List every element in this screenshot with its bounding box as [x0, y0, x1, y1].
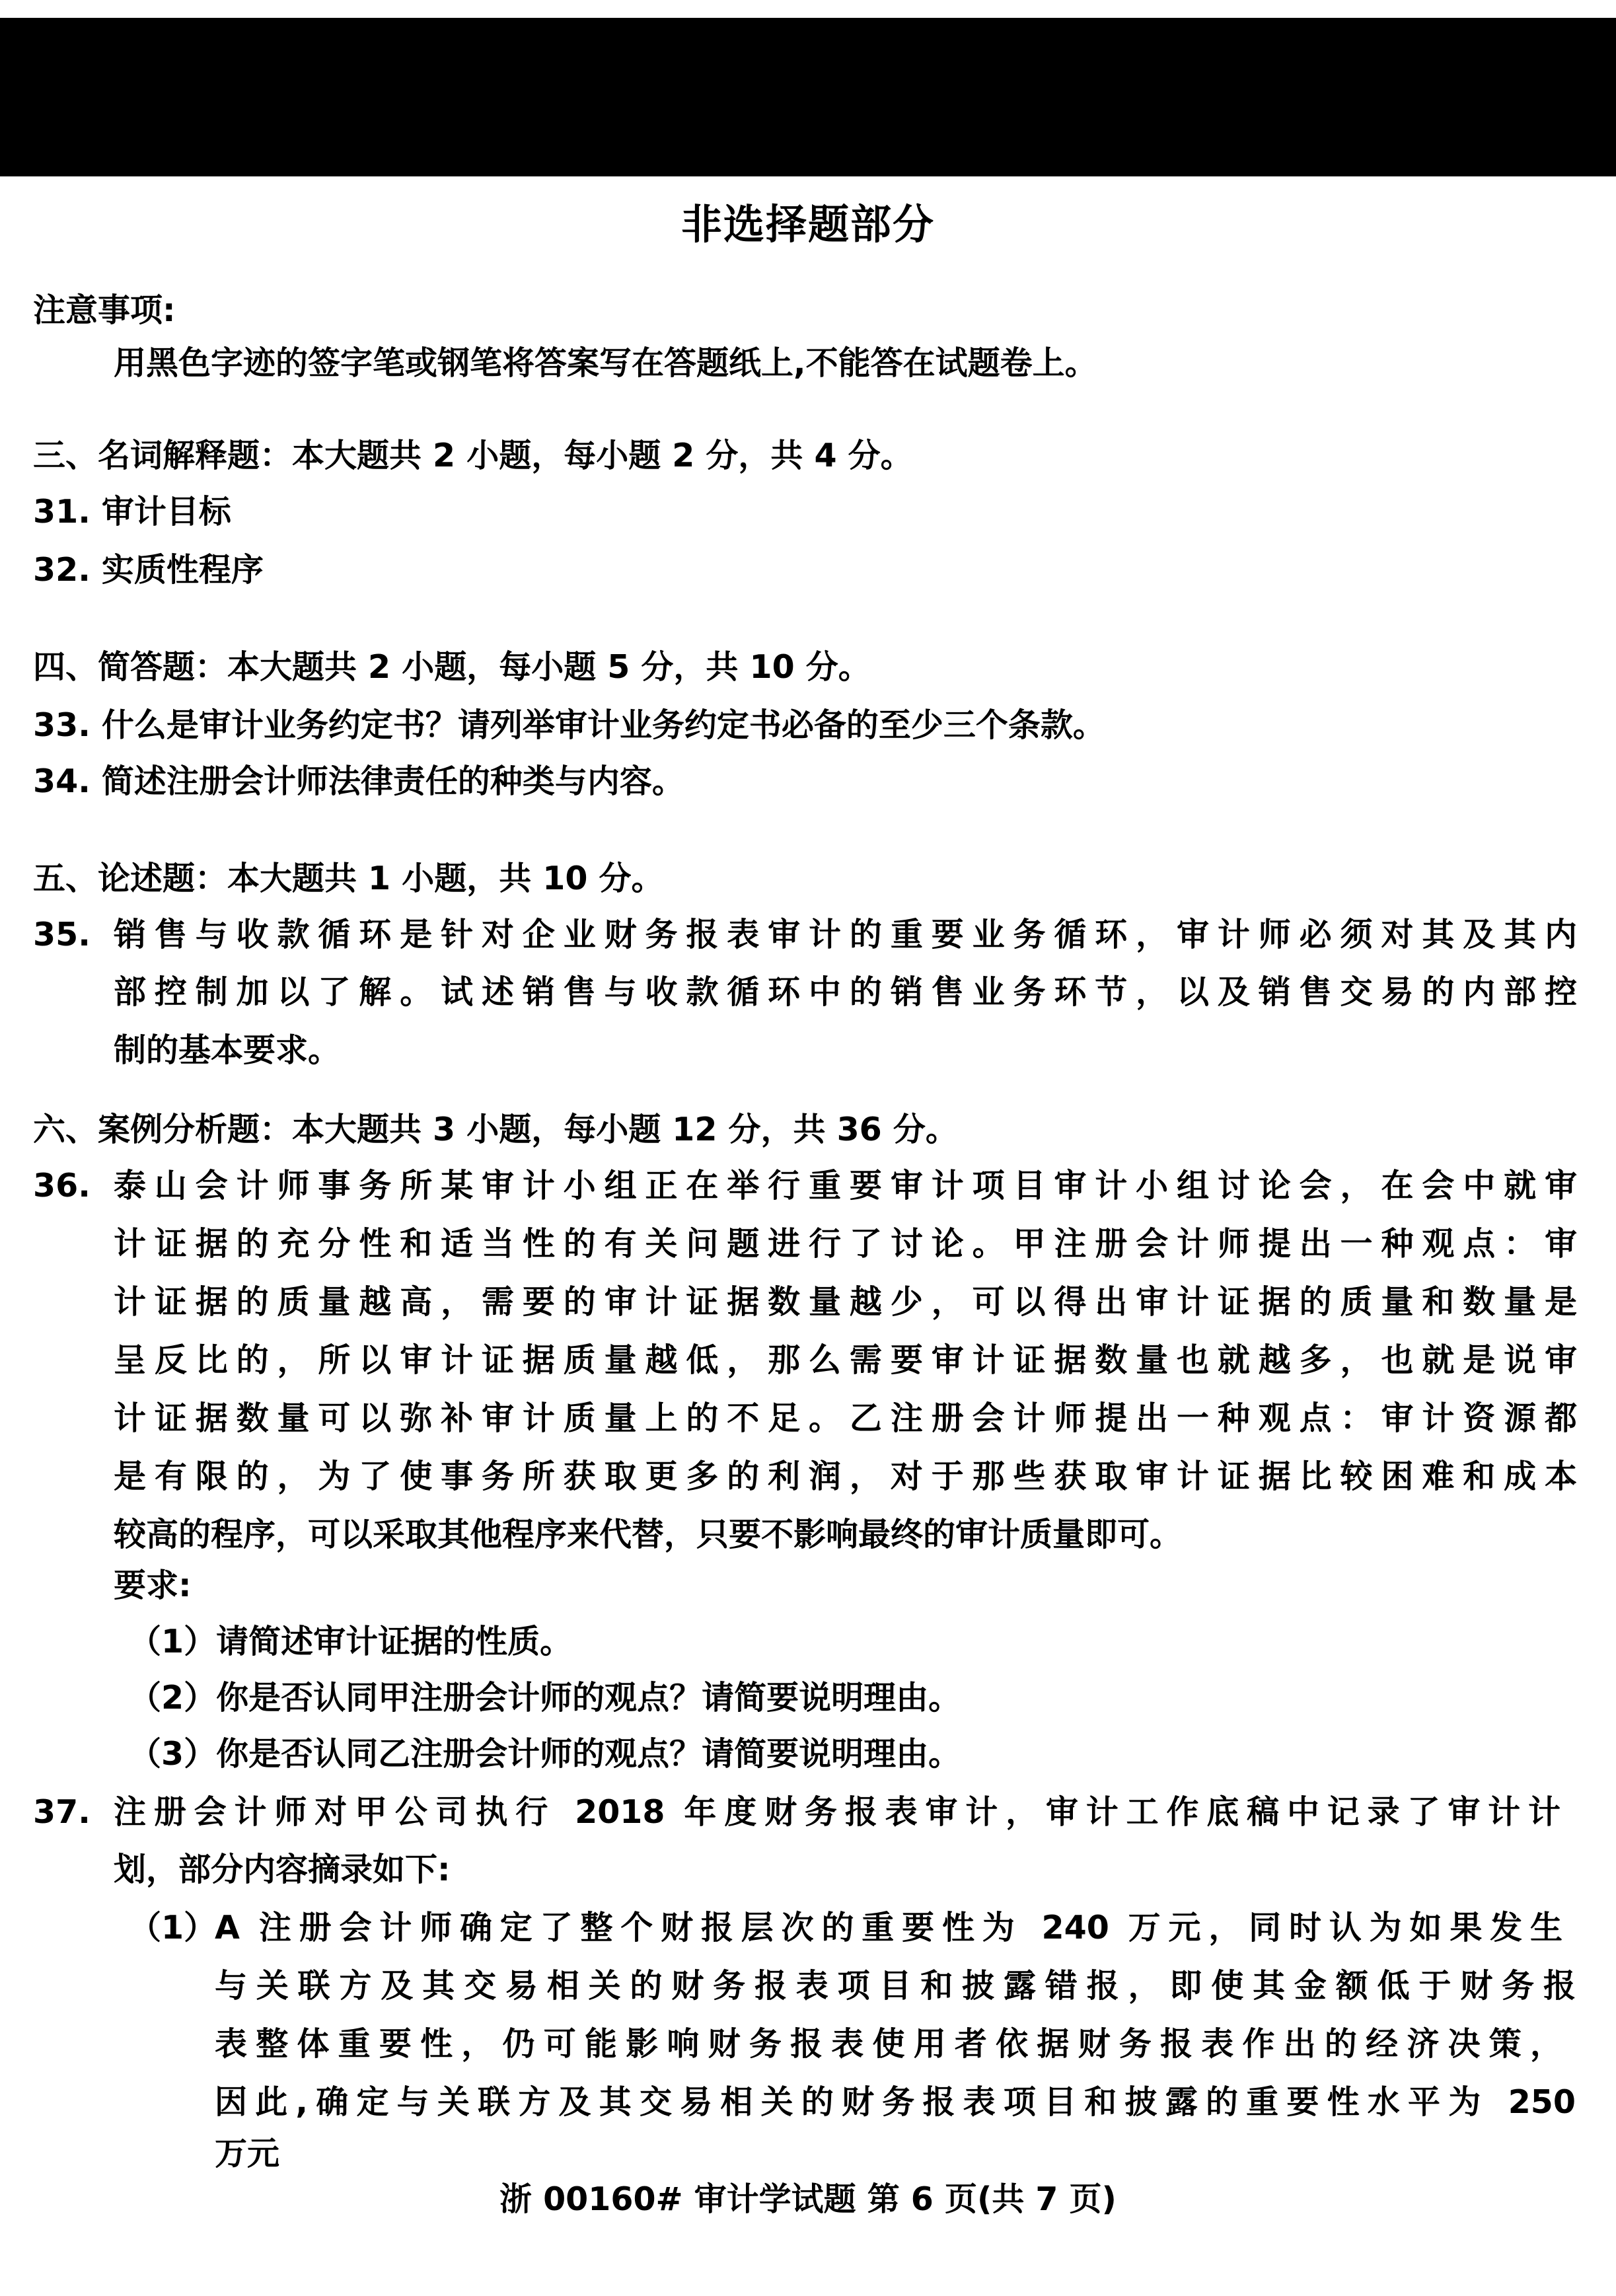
- question-35-line: 制的基本要求。: [114, 1031, 341, 1069]
- notice-heading: 注意事项:: [33, 291, 176, 329]
- sub-item-line: 因此,确定与关联方及其交易相关的财务报表项目和披露的重要性水平为 250: [215, 2083, 1576, 2121]
- question-35-number: 35.: [33, 916, 91, 953]
- question-number: 31.: [33, 493, 91, 531]
- section-heading-6: 六、案例分析题：本大题共 3 小题，每小题 12 分，共 36 分。: [33, 1111, 958, 1148]
- question-36-line: 计证据的质量越高，需要的审计证据数量越少，可以得出审计证据的质量和数量是: [114, 1283, 1577, 1321]
- requirement-item: （1）请简述审计证据的性质。: [129, 1623, 573, 1660]
- question-34: [33, 762, 684, 801]
- question-37-line: 注册会计师对甲公司执行 2018 年度财务报表审计，审计工作底稿中记录了审计计: [114, 1793, 1561, 1831]
- section-heading-5: 五、论述题：本大题共 1 小题，共 10 分。: [33, 860, 664, 897]
- question-number: 32.: [33, 551, 91, 589]
- question-number: 33.: [33, 706, 91, 744]
- sub-item-line: 表整体重要性，仍可能影响财务报表使用者依据财务报表作出的经济决策，: [215, 2025, 1562, 2063]
- requirement-item: （3）你是否认同乙注册会计师的观点？请简要说明理由。: [129, 1735, 961, 1773]
- question-36-line: 是有限的，为了使事务所获取更多的利润，对于那些获取审计证据比较困难和成本: [114, 1458, 1577, 1495]
- question-33: [33, 706, 1105, 745]
- question-31: [33, 492, 231, 532]
- sub-item-label: （1）: [129, 1909, 217, 1946]
- question-text: 实质性程序: [101, 551, 264, 589]
- requirements-label: 要求:: [114, 1567, 192, 1604]
- question-36-line: 计证据的充分性和适当性的有关问题进行了讨论。甲注册会计师提出一种观点：审: [114, 1225, 1577, 1263]
- section-heading-4: 四、简答题：本大题共 2 小题，每小题 5 分，共 10 分。: [33, 648, 871, 686]
- sub-item-line: 与关联方及其交易相关的财务报表项目和披露错报，即使其金额低于财务报: [215, 1967, 1576, 2005]
- question-36-line: 泰山会计师事务所某审计小组正在举行重要审计项目审计小组讨论会，在会中就审: [114, 1167, 1577, 1204]
- page-title: 非选择题部分: [680, 200, 935, 248]
- question-number: 34.: [33, 762, 91, 800]
- requirement-item: （2）你是否认同甲注册会计师的观点？请简要说明理由。: [129, 1679, 961, 1717]
- question-35-line: 销售与收款循环是针对企业财务报表审计的重要业务循环，审计师必须对其及其内: [114, 916, 1577, 953]
- question-32: [33, 550, 264, 590]
- question-text: 简述注册会计师法律责任的种类与内容。: [101, 762, 684, 800]
- page-footer: 浙 00160# 审计学试题 第 6 页(共 7 页): [499, 2180, 1117, 2218]
- question-36-number: 36.: [33, 1167, 91, 1204]
- section-heading-3: 三、名词解释题：本大题共 2 小题，每小题 2 分，共 4 分。: [33, 437, 913, 474]
- question-36-line: 呈反比的，所以审计证据质量越低，那么需要审计证据数量也就越多，也就是说审: [114, 1341, 1577, 1379]
- redacted-header-bar: [0, 18, 1616, 176]
- question-35-line: 部控制加以了解。试述销售与收款循环中的销售业务环节，以及销售交易的内部控: [114, 973, 1577, 1011]
- question-37-number: 37.: [33, 1793, 91, 1831]
- question-text: 什么是审计业务约定书？请列举审计业务约定书必备的至少三个条款。: [101, 706, 1105, 744]
- question-37-line: 划，部分内容摘录如下:: [114, 1851, 451, 1888]
- sub-item-line: A 注册会计师确定了整个财报层次的重要性为 240 万元，同时认为如果发生: [215, 1909, 1562, 1946]
- question-36-line: 较高的程序，可以采取其他程序来代替，只要不影响最终的审计质量即可。: [114, 1516, 1183, 1553]
- sub-item-line: 万元: [215, 2135, 280, 2172]
- question-text: 审计目标: [101, 493, 231, 531]
- question-36-line: 计证据数量可以弥补审计质量上的不足。乙注册会计师提出一种观点：审计资源都: [114, 1399, 1577, 1437]
- notice-text: 用黑色字迹的签字笔或钢笔将答案写在答题纸上,不能答在试题卷上。: [114, 344, 1097, 382]
